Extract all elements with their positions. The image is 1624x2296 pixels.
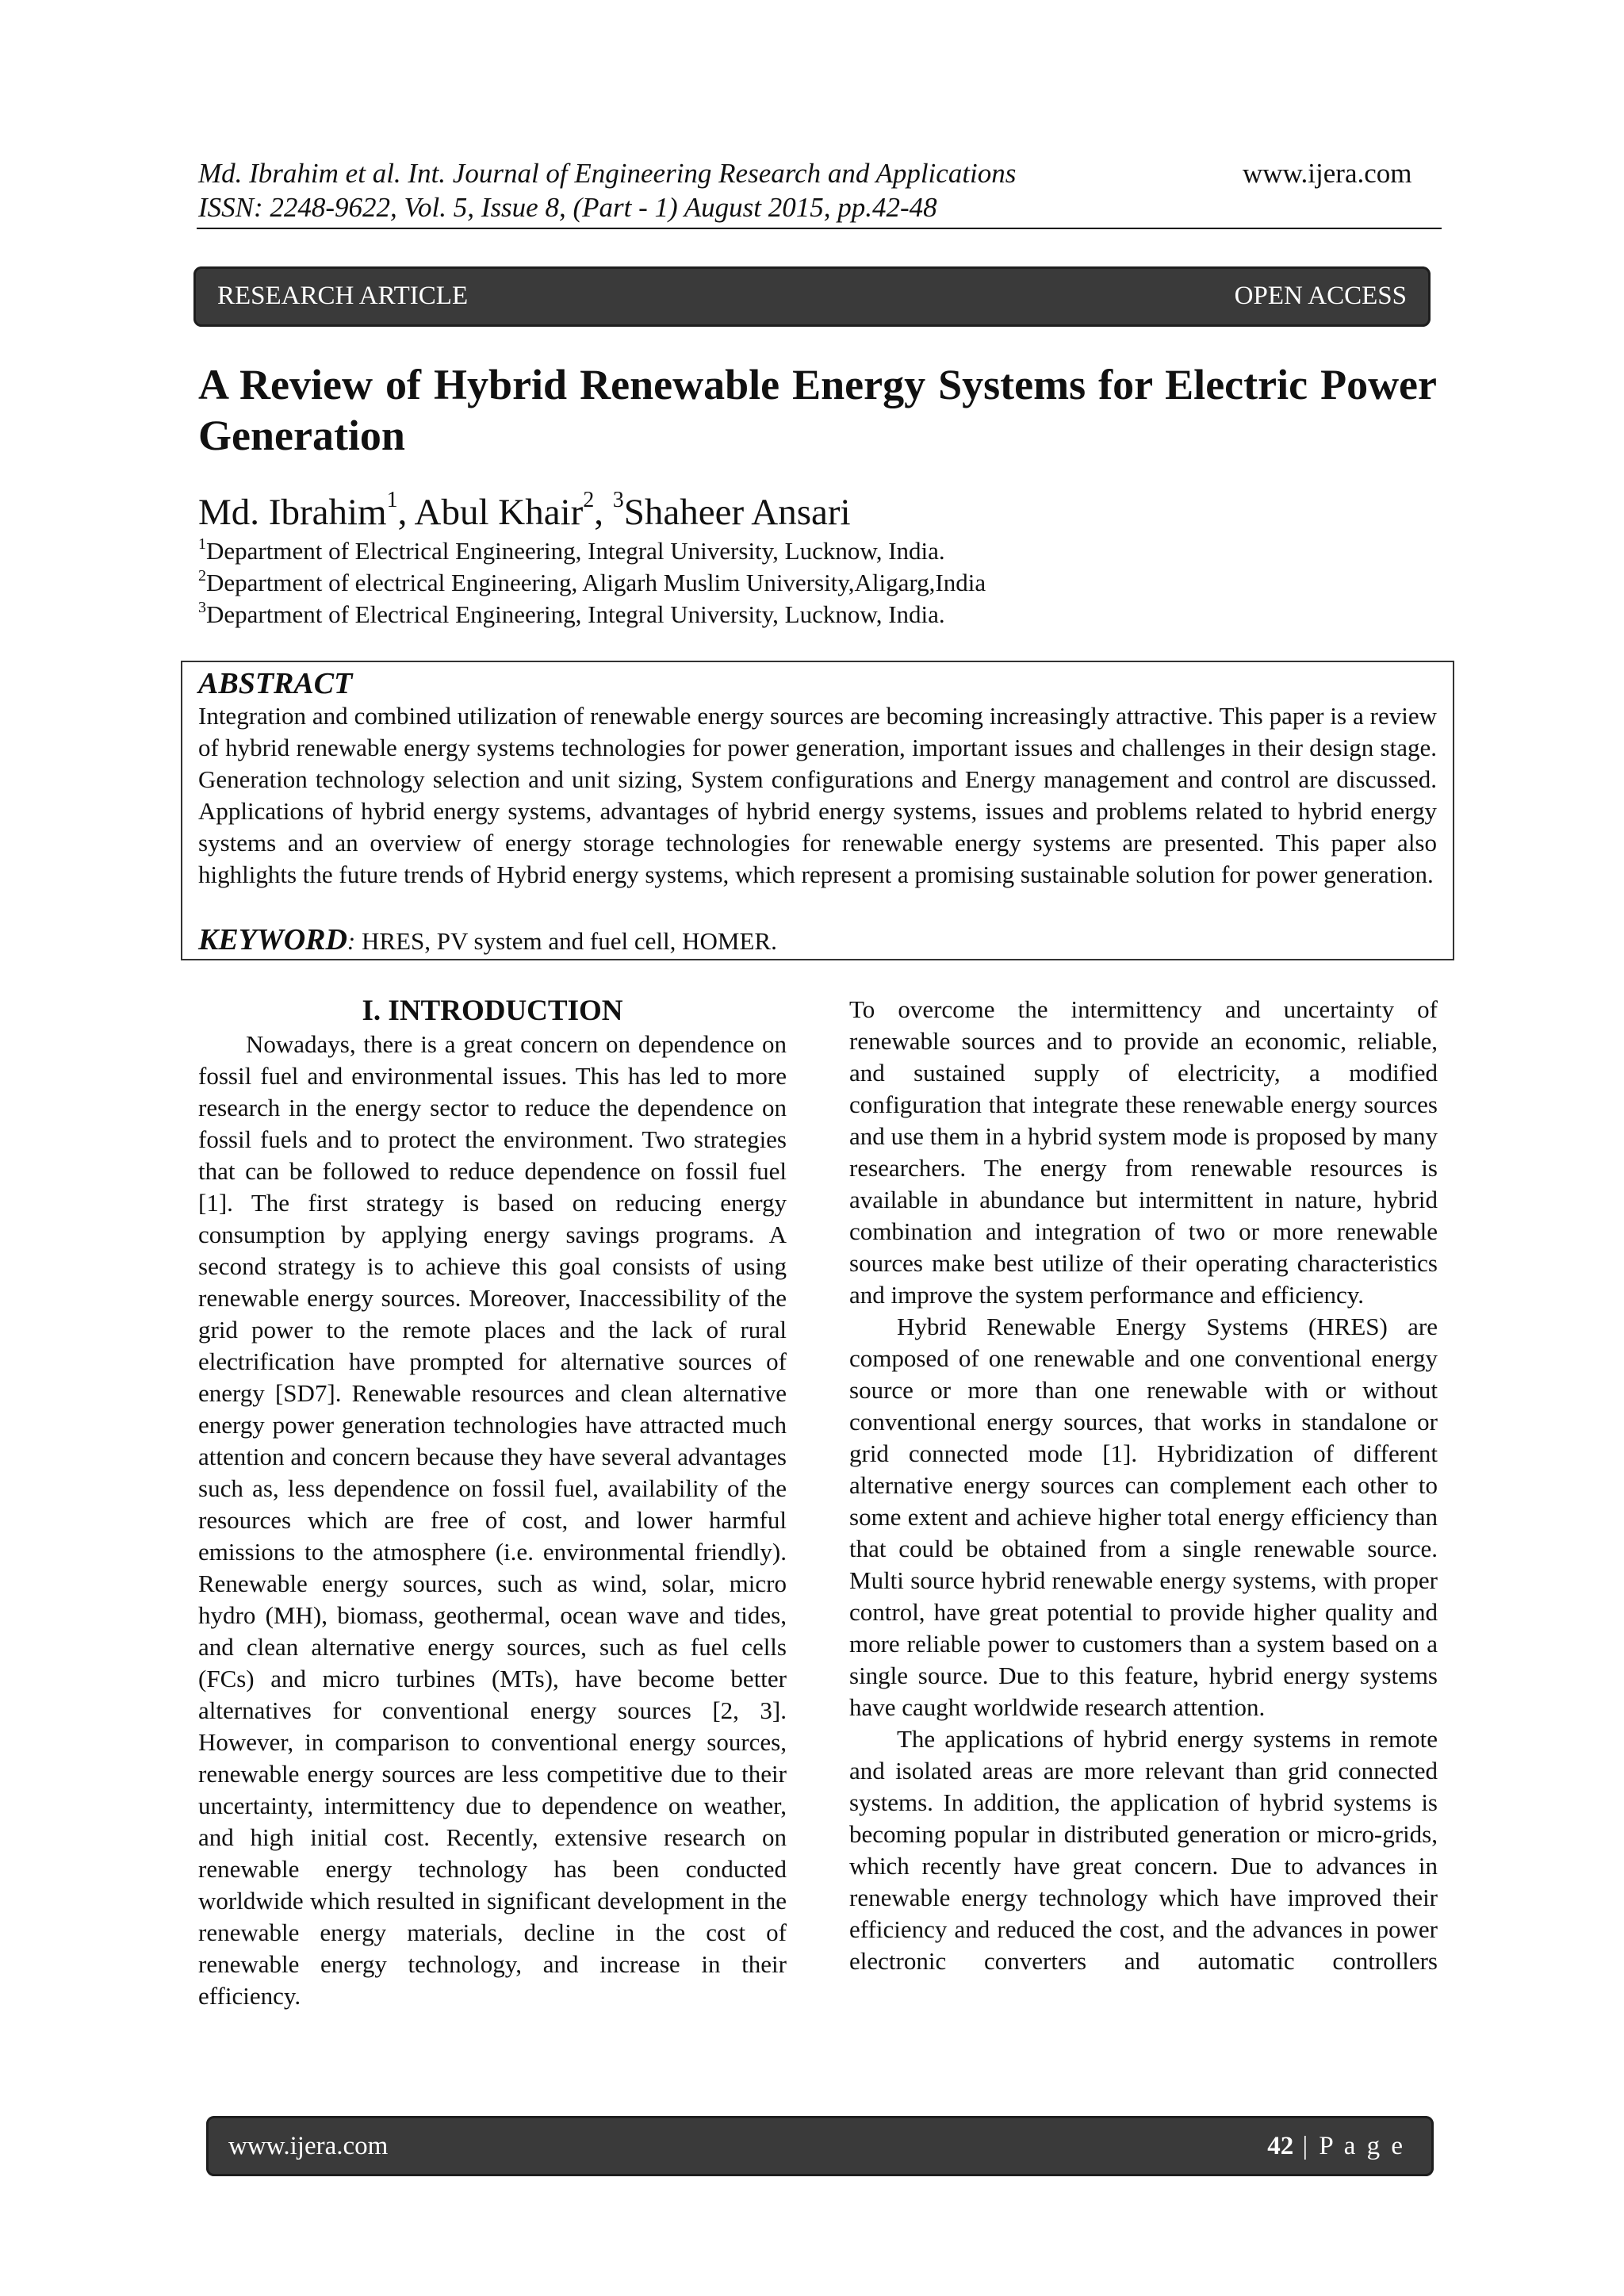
journal-line: Md. Ibrahim et al. Int. Journal of Engineering Research and Applications bbox=[198, 158, 1017, 189]
header-rule bbox=[197, 228, 1442, 229]
article-type-banner bbox=[193, 266, 1431, 327]
header-url-link[interactable]: www.ijera.com bbox=[1243, 158, 1412, 189]
affiliation-text: Department of Electrical Engineering, Integral University, Lucknow, India. bbox=[206, 537, 945, 565]
issn-line: ISSN: 2248-9622, Vol. 5, Issue 8, (Part - 1) August 2015, pp.42-48 bbox=[198, 192, 937, 223]
affiliation-sup: 3 bbox=[198, 599, 206, 616]
keyword-label: KEYWORD bbox=[198, 923, 347, 956]
affiliation-1 bbox=[198, 535, 945, 567]
abstract-heading: ABSTRACT bbox=[198, 667, 353, 700]
abstract-text: Integration and combined utilization of renewable energy sources are becoming increasingly attractive. This paper is a review of hybrid renewable energy systems technologies for power generation, important issues and challenges in their design stage. Generation technology selection and unit sizing, System configurations and Energy management and control are discussed. Applications of hybrid energy systems, advantages of hybrid energy systems, issues and problems related to hybrid energy systems and an overview of energy storage technologies for renewable energy systems are presented. This paper also highlights the future trends of Hybrid energy systems, which represent a promising sustainable solution for power generation. bbox=[198, 702, 1437, 888]
page-number-value: 42 bbox=[1267, 2132, 1294, 2160]
page-footer bbox=[206, 2116, 1434, 2176]
affiliation-3 bbox=[198, 599, 945, 631]
paragraph: The applications of hybrid energy systems in remote and isolated areas are more relevant than grid connected systems. In addition, the application of hybrid systems is becoming popular in distributed generation or micro-grids, which recently have great concern. Due to advances in renewable energy technology which have improved their efficiency and reduced the cost, and the advances in power electronic converters and automatic controllers bbox=[849, 1725, 1438, 1975]
affiliation-text: Department of Electrical Engineering, Integral University, Lucknow, India. bbox=[206, 600, 945, 628]
research-article-label: RESEARCH ARTICLE bbox=[217, 282, 469, 310]
paper-title: A Review of Hybrid Renewable Energy Systems for Electric Power Generation bbox=[198, 361, 1437, 459]
author-sup: 1 bbox=[386, 488, 398, 512]
author-sup: 2 bbox=[583, 488, 595, 512]
footer-url-link[interactable]: www.ijera.com bbox=[228, 2132, 389, 2160]
affiliation-sup: 2 bbox=[198, 567, 206, 585]
keyword-sep: : bbox=[347, 927, 356, 955]
author-name: Abul Khair bbox=[414, 492, 584, 533]
keywords-line bbox=[198, 924, 777, 957]
paragraph: Hybrid Renewable Energy Systems (HRES) are composed of one renewable and one conventional energy source or more than one renewable with or without conventional energy sources, that works in standalone or grid connected mode [1]. Hybridization of different alternative energy sources can complement each other to some extent and achieve higher total energy efficiency than that could be obtained from a single renewable source. Multi source hybrid renewable energy systems, with proper control, have great potential to provide higher quality and more reliable power to customers than a system based on a single source. Due to this feature, hybrid energy systems have caught worldwide research attention. bbox=[849, 1313, 1438, 1721]
section-heading-introduction: I. INTRODUCTION bbox=[362, 995, 623, 1027]
author-sup: 3 bbox=[612, 488, 624, 512]
open-access-label: OPEN ACCESS bbox=[1234, 282, 1407, 310]
page-number bbox=[1267, 2130, 1405, 2162]
author-list: Md. Ibrahim$^1$, Abul Khair$^2$, $^3$Shaheer Ansari bbox=[198, 488, 851, 533]
page-label: | P a g e bbox=[1293, 2132, 1405, 2160]
paragraph: To overcome the intermittency and uncertainty of renewable sources and to provide an economic, reliable, and sustained supply of electricity, a modified configuration that integrate these renewable energy sources and use them in a hybrid system mode is proposed by many researchers. The energy from renewable resources is available in abundance but intermittent in nature, hybrid combination and integration of two or more renewable sources make best utilize of their operating characteristics and improve the system performance and efficiency. bbox=[849, 995, 1438, 1309]
affiliation-2 bbox=[198, 567, 986, 599]
keywords-text: HRES, PV system and fuel cell, HOMER. bbox=[362, 927, 777, 955]
affiliation-sup: 1 bbox=[198, 535, 206, 553]
paragraph: Nowadays, there is a great concern on dependence on fossil fuel and environmental issues. This has led to more research in the energy sector to reduce the dependence on fossil fuels and to protect the environment. Two strategies that can be followed to reduce dependence on fossil fuel [1]. The first strategy is based on reducing energy consumption by applying energy savings programs. A second strategy is to achieve this goal consists of using renewable energy sources. Moreover, Inaccessibility of the grid power to the remote places and the lack of rural electrification have prompted for alternative sources of energy [SD7]. Renewable resources and clean alternative energy power generation technologies have attracted much attention and concern because they have several advantages such as, less dependence on fossil fuel, availability of the resources which are free of cost, and lower harmful emissions to the atmosphere (i.e. environmental friendly). Renewable energy sources, such as wind, solar, micro hydro (MH), biomass, geothermal, ocean wave and tides, and clean alternative energy sources, such as fuel cells (FCs) and micro turbines (MTs), have become better alternatives for conventional energy sources [2, 3]. However, in comparison to conventional energy sources, renewable energy sources are less competitive due to their uncertainty, intermittency due to dependence on weather, and high initial cost. Recently, extensive research on renewable energy technology has been conducted worldwide which resulted in significant development in the renewable energy materials, decline in the cost of renewable energy technology, and increase in their efficiency. bbox=[198, 1030, 787, 2010]
author-name: Md. Ibrahim bbox=[198, 492, 387, 533]
left-column bbox=[198, 1029, 787, 2012]
affiliation-text: Department of electrical Engineering, Aligarh Muslim University,Aligarg,India bbox=[206, 569, 986, 596]
author-name: Shaheer Ansari bbox=[623, 492, 851, 533]
right-column bbox=[849, 994, 1438, 1977]
